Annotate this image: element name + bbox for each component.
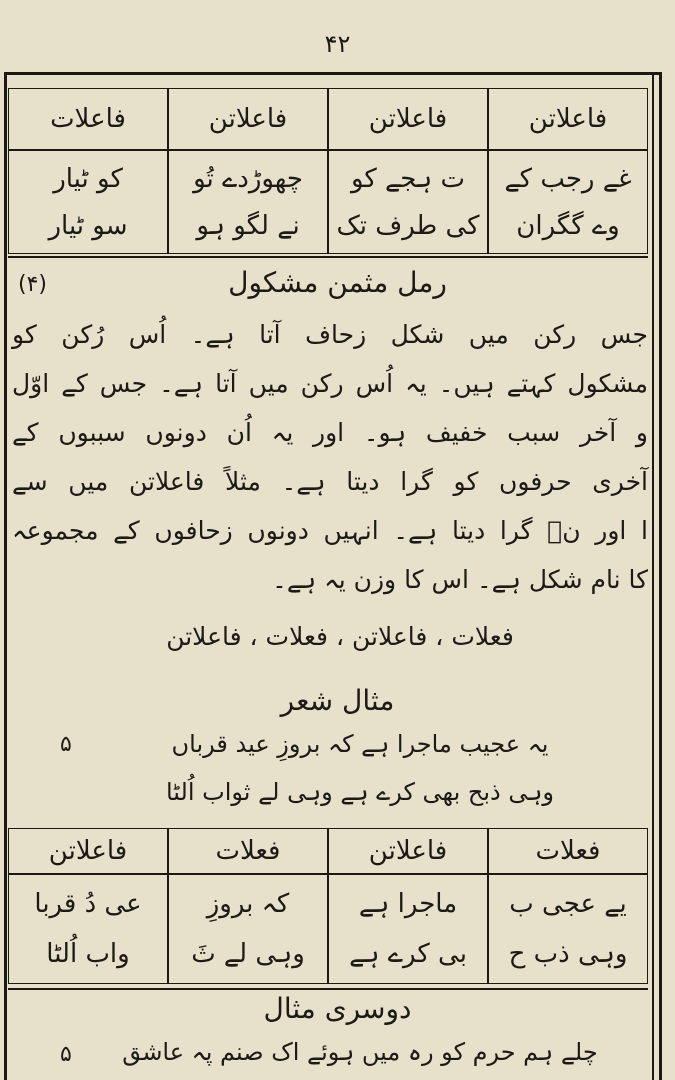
section-divider-2 bbox=[8, 988, 648, 990]
paragraph-line: مشکول کہتے ہیں۔ یہ اُس رکن میں آتا ہے۔ جس کے اوّل bbox=[12, 369, 648, 398]
table1-cell-3 bbox=[168, 150, 328, 254]
meter-pattern: فعلات ، فاعلاتن ، فعلات ، فاعلاتن bbox=[166, 622, 514, 651]
table1-cell-1-line2: وے گگران bbox=[516, 210, 620, 241]
table2-cell-3-line2: وہی لے ثَ bbox=[191, 939, 305, 969]
section-paragraph bbox=[12, 310, 648, 604]
table2-cell-1 bbox=[488, 874, 648, 984]
table2-cell-1-line1: یے عجی ب bbox=[509, 889, 627, 919]
table1-header-4: فاعلات bbox=[8, 88, 168, 150]
table1-cell-4 bbox=[8, 150, 168, 254]
example-heading: مثال شعر bbox=[280, 684, 395, 717]
scansion-table-2 bbox=[8, 828, 648, 984]
table2-cell-4-line2: واب اُلٹا bbox=[46, 939, 130, 969]
second-example-heading: دوسری مثال bbox=[263, 992, 412, 1025]
table1-cell-4-line2: سو ٹیار bbox=[48, 210, 128, 241]
table1-header-3: فاعلاتن bbox=[168, 88, 328, 150]
paragraph-line: ا اور نؔ گرا دیتا ہے۔ انہیں دونوں زحافوں کے مجموعہ bbox=[12, 516, 648, 545]
table1-cell-2-line1: ت ہجے کو bbox=[350, 163, 466, 194]
table2-cell-4 bbox=[8, 874, 168, 984]
scansion-table-1 bbox=[8, 88, 648, 254]
frame-inner-rule bbox=[652, 72, 654, 1080]
table2-header-3: فعلات bbox=[168, 828, 328, 874]
table2-header-4: فاعلاتن bbox=[8, 828, 168, 874]
table2-cell-2-line2: بی کرے ہے bbox=[349, 939, 467, 969]
table1-header-1: فاعلاتن bbox=[488, 88, 648, 150]
table1-cell-2 bbox=[328, 150, 488, 254]
section-heading: رمل مثمن مشکول bbox=[228, 266, 447, 299]
table2-cell-3-line1: کہ بروزِ bbox=[206, 889, 290, 919]
table1-cell-1-line1: غے رجب کے bbox=[504, 163, 632, 194]
page-number: ۴۲ bbox=[324, 30, 351, 58]
verse-number: ۵ bbox=[60, 732, 72, 757]
table1-cell-2-line2: کی طرف تک bbox=[336, 210, 480, 241]
table2-cell-2 bbox=[328, 874, 488, 984]
table2-cell-1-line2: وہی ذب ح bbox=[508, 939, 628, 969]
table1-cell-1 bbox=[488, 150, 648, 254]
table2-cell-4-line1: عی دُ قربا bbox=[34, 889, 142, 919]
paragraph-line: کا نام شکل ہے۔ اس کا وزن یہ ہے۔ bbox=[272, 565, 648, 594]
table1-header-2: فاعلاتن bbox=[328, 88, 488, 150]
section-divider bbox=[8, 256, 648, 258]
table2-header-2: فاعلاتن bbox=[328, 828, 488, 874]
paragraph-line: و آخر سبب خفیف ہو۔ اور یہ اُن دونوں سببوں کے bbox=[12, 418, 648, 447]
table2-cell-2-line1: ماجرا ہے bbox=[358, 889, 458, 919]
table1-cell-3-line1: چھوڑدے تُو bbox=[193, 163, 303, 194]
verse-line-1: یہ عجیب ماجرا ہے کہ بروزِ عید قرباں bbox=[171, 730, 549, 758]
section-number: (۴) bbox=[18, 272, 47, 297]
table1-cell-3-line2: نے لگو ہو bbox=[196, 210, 300, 241]
verse-number-2: ۵ bbox=[60, 1042, 72, 1067]
verse-line-2: وہی ذبح بھی کرے ہے وہی لے ثواب اُلٹا bbox=[165, 778, 555, 806]
table2-header-1: فعلات bbox=[488, 828, 648, 874]
table2-cell-3 bbox=[168, 874, 328, 984]
table1-cell-4-line1: کو ٹیار bbox=[53, 163, 123, 194]
verse-line-3: چلے ہم حرم کو رہ میں ہوئے اک صنم پہ عاشق bbox=[122, 1038, 598, 1066]
paragraph-line: جس رکن میں شکل زحاف آتا ہے۔ اُس رُکن کو bbox=[12, 320, 648, 349]
paragraph-line: آخری حرفوں کو گرا دیتا ہے۔ مثلاً فاعلاتن میں سے bbox=[12, 467, 648, 496]
